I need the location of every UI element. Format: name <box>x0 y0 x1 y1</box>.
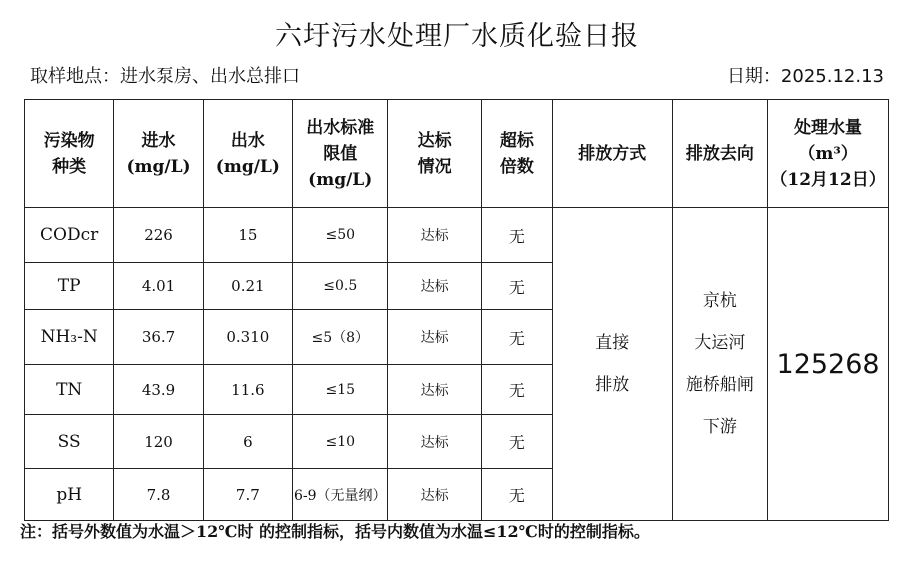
report-title: 六圩污水处理厂水质化验日报 <box>275 21 639 52</box>
status-cell: 达标 <box>388 469 481 521</box>
inflow-cell: 36.7 <box>114 310 203 365</box>
limit-cell: ≤0.5 <box>293 263 388 310</box>
inflow-cell: 120 <box>114 415 203 469</box>
param-cell: TN <box>25 365 114 415</box>
header-status: 达标 情况 <box>388 100 481 208</box>
inflow-cell: 4.01 <box>114 263 203 310</box>
footnote: 注：括号外数值为水温＞12℃时 的控制指标，括号内数值为水温≤12℃时的控制指标。 <box>20 522 650 541</box>
param-cell: NH₃-N <box>25 310 114 365</box>
status-cell: 达标 <box>388 365 481 415</box>
table-row <box>25 208 889 263</box>
exceed-cell: 无 <box>481 208 552 263</box>
inflow-cell: 226 <box>114 208 203 263</box>
header-limit: 出水标准 限值 (mg/L) <box>293 100 388 208</box>
header-param: 污染物 种类 <box>25 100 114 208</box>
exceed-cell: 无 <box>481 469 552 521</box>
water-quality-table <box>24 99 889 521</box>
param-cell: TP <box>25 263 114 310</box>
limit-cell: ≤50 <box>293 208 388 263</box>
outflow-cell: 0.310 <box>203 310 292 365</box>
inflow-cell: 7.8 <box>114 469 203 521</box>
exceed-cell: 无 <box>481 415 552 469</box>
exceed-cell: 无 <box>481 310 552 365</box>
report-date: 日期：2025.12.13 <box>726 66 884 87</box>
param-cell: SS <box>25 415 114 469</box>
outflow-cell: 6 <box>203 415 292 469</box>
inflow-cell: 43.9 <box>114 365 203 415</box>
limit-cell: ≤10 <box>293 415 388 469</box>
param-cell: pH <box>25 469 114 521</box>
status-cell: 达标 <box>388 263 481 310</box>
header-method: 排放方式 <box>552 100 672 208</box>
header-outflow: 出水 (mg/L) <box>203 100 292 208</box>
discharge-method-cell: 直接 排放 <box>552 208 672 521</box>
exceed-cell: 无 <box>481 263 552 310</box>
param-cell: CODcr <box>25 208 114 263</box>
limit-cell: 6-9（无量纲） <box>293 469 388 521</box>
status-cell: 达标 <box>388 415 481 469</box>
discharge-destination-cell: 京杭 大运河 施桥船闸 下游 <box>672 208 767 521</box>
outflow-cell: 7.7 <box>203 469 292 521</box>
sampling-location: 取样地点：进水泵房、出水总排口 <box>30 66 300 87</box>
status-cell: 达标 <box>388 208 481 263</box>
limit-cell: ≤15 <box>293 365 388 415</box>
status-cell: 达标 <box>388 310 481 365</box>
outflow-cell: 0.21 <box>203 263 292 310</box>
header-volume: 处理水量 （m³） （12月12日） <box>768 100 889 208</box>
header-inflow: 进水 (mg/L) <box>114 100 203 208</box>
exceed-cell: 无 <box>481 365 552 415</box>
treated-volume-cell: 125268 <box>768 208 889 521</box>
header-dest: 排放去向 <box>672 100 767 208</box>
outflow-cell: 15 <box>203 208 292 263</box>
table-header-row <box>25 100 889 208</box>
outflow-cell: 11.6 <box>203 365 292 415</box>
header-exceed: 超标 倍数 <box>481 100 552 208</box>
limit-cell: ≤5（8） <box>293 310 388 365</box>
